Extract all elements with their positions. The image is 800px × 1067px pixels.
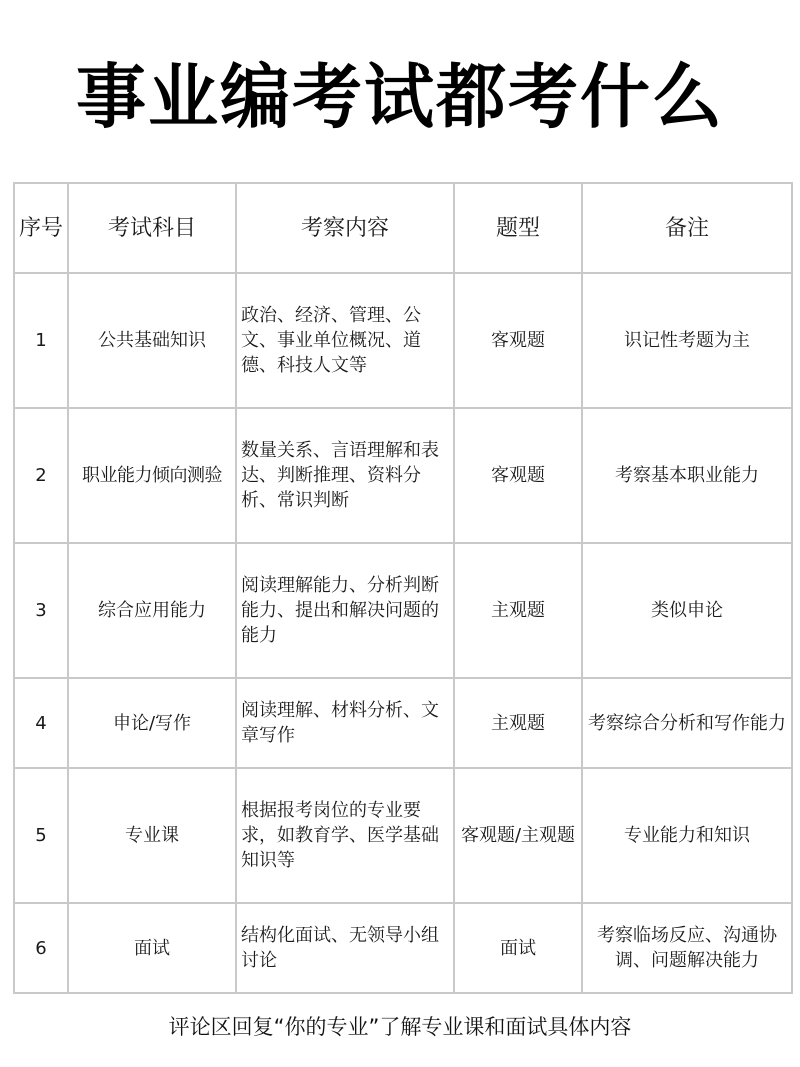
- row-number: 2: [14, 408, 68, 543]
- row-subject: 公共基础知识: [68, 273, 236, 408]
- row-number: 5: [14, 768, 68, 903]
- table-header-row: [14, 183, 792, 273]
- header-no: 序号: [14, 183, 68, 273]
- row-content: 数量关系、言语理解和表达、判断推理、资料分析、常识判断: [236, 408, 454, 543]
- row-content: 根据报考岗位的专业要求，如教育学、医学基础知识等: [236, 768, 454, 903]
- row-type: 面试: [454, 903, 582, 993]
- row-content: 政治、经济、管理、公文、事业单位概况、道德、科技人文等: [236, 273, 454, 408]
- table-row: [14, 543, 792, 678]
- row-subject: 专业课: [68, 768, 236, 903]
- header-note: 备注: [582, 183, 792, 273]
- row-number: 4: [14, 678, 68, 768]
- table-row: [14, 273, 792, 408]
- row-number: 6: [14, 903, 68, 993]
- row-subject: 职业能力倾向测验: [68, 408, 236, 543]
- table-row: [14, 768, 792, 903]
- row-type: 主观题: [454, 678, 582, 768]
- row-note: 考察临场反应、沟通协调、问题解决能力: [582, 903, 792, 993]
- row-note: 专业能力和知识: [582, 768, 792, 903]
- header-subject: 考试科目: [68, 183, 236, 273]
- row-note: 考察综合分析和写作能力: [582, 678, 792, 768]
- row-content: 阅读理解、材料分析、文章写作: [236, 678, 454, 768]
- row-content: 阅读理解能力、分析判断能力、提出和解决问题的能力: [236, 543, 454, 678]
- row-note: 类似申论: [582, 543, 792, 678]
- row-type: 主观题: [454, 543, 582, 678]
- table-row: [14, 408, 792, 543]
- row-subject: 申论/写作: [68, 678, 236, 768]
- row-subject: 面试: [68, 903, 236, 993]
- row-note: 识记性考题为主: [582, 273, 792, 408]
- exam-subjects-table: [13, 182, 793, 994]
- table-row: [14, 678, 792, 768]
- header-type: 题型: [454, 183, 582, 273]
- footer-note: 评论区回复“你的专业”了解专业课和面试具体内容: [168, 1015, 632, 1039]
- page-title: 事业编考试都考什么: [76, 56, 724, 138]
- table-row: [14, 903, 792, 993]
- row-number: 3: [14, 543, 68, 678]
- row-subject: 综合应用能力: [68, 543, 236, 678]
- row-type: 客观题: [454, 408, 582, 543]
- row-number: 1: [14, 273, 68, 408]
- row-note: 考察基本职业能力: [582, 408, 792, 543]
- row-content: 结构化面试、无领导小组讨论: [236, 903, 454, 993]
- header-content: 考察内容: [236, 183, 454, 273]
- row-type: 客观题/主观题: [454, 768, 582, 903]
- row-type: 客观题: [454, 273, 582, 408]
